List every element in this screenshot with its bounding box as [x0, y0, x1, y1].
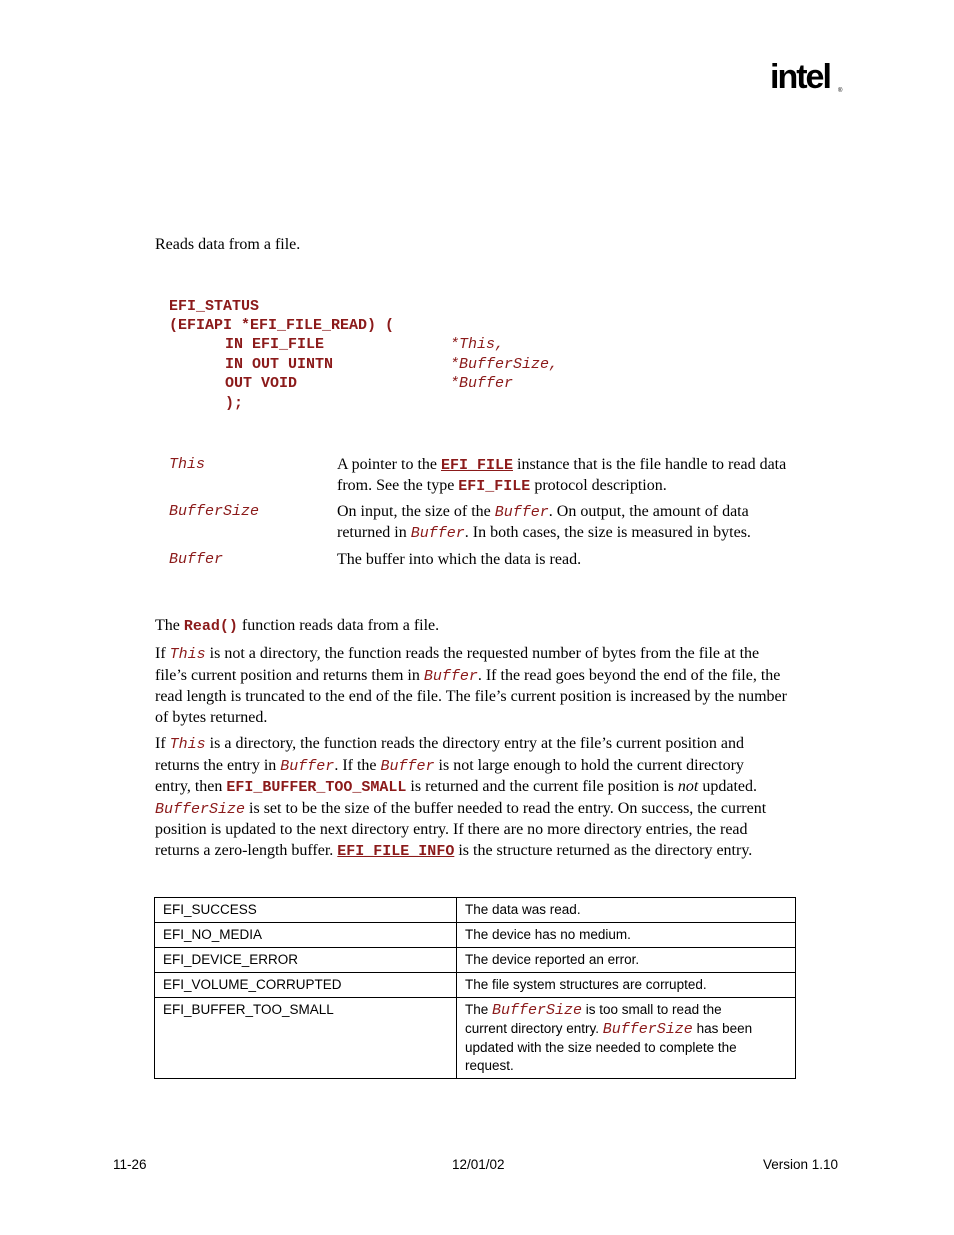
logo-registered-mark: ® — [838, 88, 843, 94]
intel-logo — [770, 58, 846, 104]
status-desc: The device has no medium. — [457, 923, 796, 948]
description-paragraph: If This is a directory, the function reads the directory entry at the file’s current position and returns the entry in Buffer. If the Buffer is not large enough to hold the current directory entry, then EFI_BUFFER_TOO_SMALL is returned and the current file position is not updated. BufferSize is set to be the size of the buffer needed to read the entry. On success, the current position is updated to the next directory entry. If there are no more directory entries, the read returns a zero-length buffer. EFI_FILE_INFO is the structure returned as the directory entry. — [155, 735, 767, 860]
table-row — [155, 923, 796, 948]
footer-version: Version 1.10 — [763, 1157, 839, 1172]
param-desc-buffersize: On input, the size of the Buffer. On output, the amount of data returned in Buffer. In both cases, the size is measured in bytes. — [337, 503, 751, 542]
footer-page-number: 11-26 — [113, 1157, 147, 1172]
prototype-param-name: *BufferSize, — [450, 356, 559, 373]
table-row — [155, 998, 796, 1079]
status-desc: The data was read. — [457, 898, 796, 923]
prototype-return-type: EFI_STATUS — [169, 298, 260, 315]
description-paragraph: If This is not a directory, the function reads the requested number of bytes from the file at the file’s current position and returns them in Buffer. If the read goes beyond the end of the file, the read length is truncated to the end of the file. The file’s current position is increased by the number of bytes returned. — [155, 645, 787, 727]
table-row — [155, 973, 796, 998]
prototype-param-type: IN OUT UINTN — [225, 356, 334, 373]
param-name-buffersize: BufferSize — [169, 503, 260, 520]
status-codes-table — [154, 897, 796, 1079]
prototype-param-name: *Buffer — [450, 375, 514, 392]
prototype-param-name: *This, — [450, 336, 505, 353]
param-desc-this: A pointer to the EFI_FILE instance that is the file handle to read data from. See the type EFI_FILE protocol description. — [337, 456, 787, 495]
status-code: EFI_DEVICE_ERROR — [155, 948, 457, 973]
status-code: EFI_NO_MEDIA — [155, 923, 457, 948]
status-desc: The file system structures are corrupted. — [457, 973, 796, 998]
status-desc: The BufferSize is too small to read the current directory entry. BufferSize has been updated with the size needed to complete the request. — [457, 998, 796, 1079]
prototype-param-type: IN EFI_FILE — [225, 336, 325, 353]
description-paragraph: The Read() function reads data from a file. — [155, 617, 440, 635]
efi-file-info-link[interactable]: EFI_FILE_INFO — [337, 842, 455, 860]
param-name-this: This — [169, 456, 206, 473]
status-code: EFI_BUFFER_TOO_SMALL — [155, 998, 457, 1079]
table-row — [155, 898, 796, 923]
status-code: EFI_VOLUME_CORRUPTED — [155, 973, 457, 998]
logo-text: intel — [770, 58, 830, 96]
param-desc-buffer: The buffer into which the data is read. — [337, 551, 582, 568]
status-code: EFI_SUCCESS — [155, 898, 457, 923]
prototype-close: ); — [225, 395, 244, 412]
prototype-signature: (EFIAPI *EFI_FILE_READ) ( — [169, 317, 395, 334]
efi-file-link[interactable]: EFI_FILE — [440, 457, 513, 474]
prototype-param-type: OUT VOID — [225, 375, 298, 392]
summary-text: Reads data from a file. — [155, 236, 301, 253]
footer-date: 12/01/02 — [452, 1157, 505, 1172]
table-row — [155, 948, 796, 973]
param-name-buffer: Buffer — [169, 551, 224, 568]
status-desc: The device reported an error. — [457, 948, 796, 973]
